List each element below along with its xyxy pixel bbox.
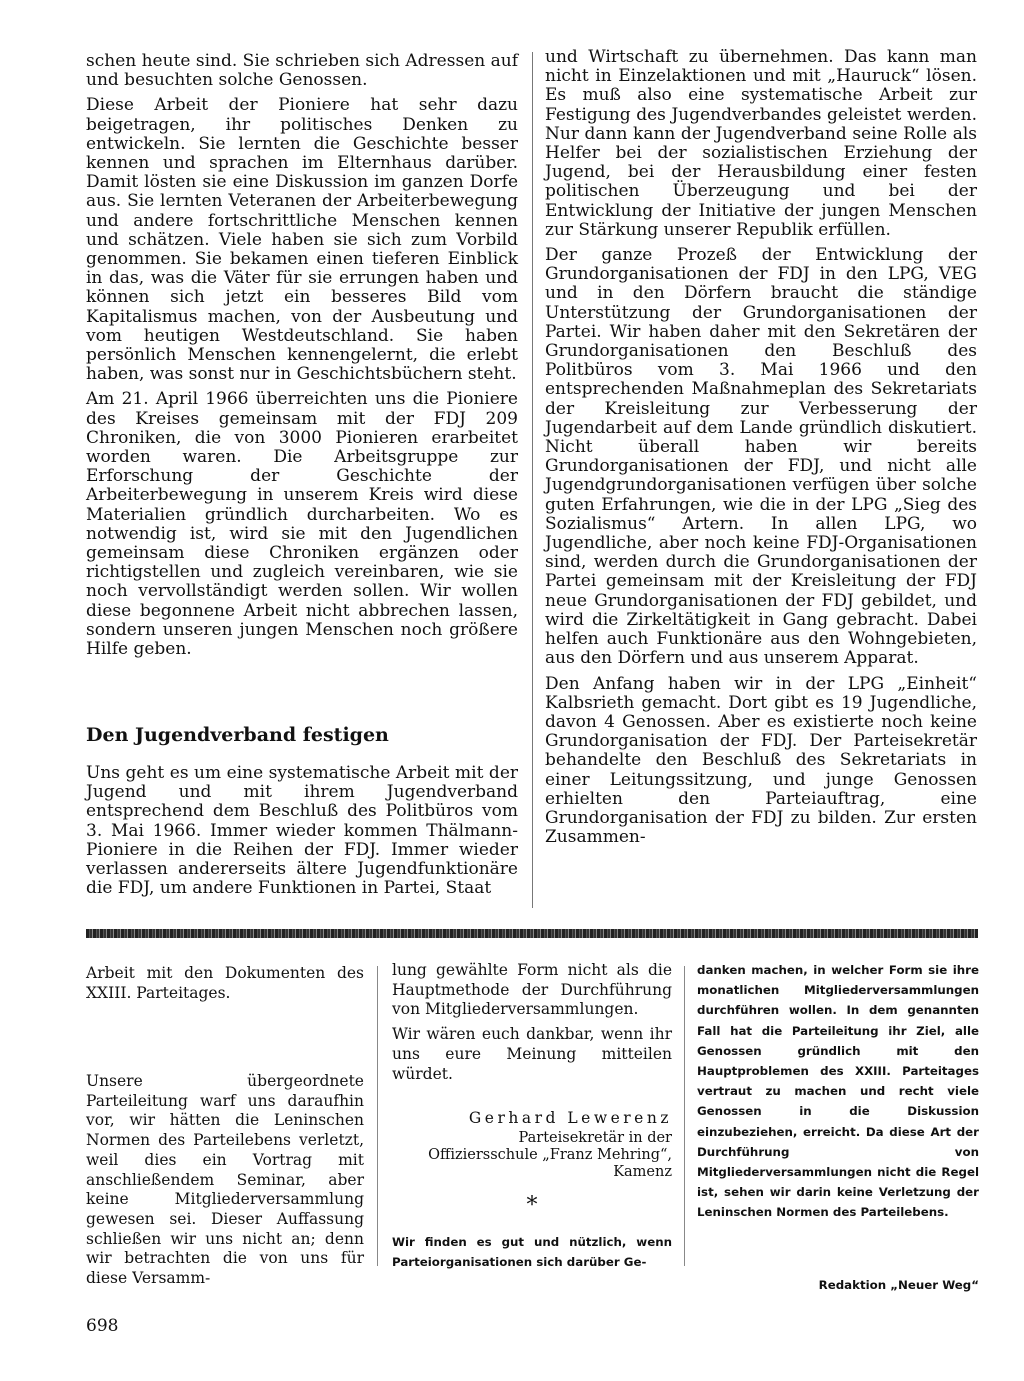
paragraph: Uns geht es um eine systematische Arbeit mit der Jugend und mit ihrem Jugendverband entsprechend dem Beschluß des Politbüros vom 3. Mai 1966. Immer wieder kommen Thälmann-Pioniere in die Reihen der FDJ. Immer wieder verlassen andererseits ältere Jugendfunktionäre die FDJ, um andere Funktionen in Partei, Staat bbox=[86, 763, 518, 899]
paragraph: Am 21. April 1966 überreichten uns die Pioniere des Kreises gemeinsam mit der FDJ 209 Chroniken, die von 3000 Pionieren erarbeitet worden waren. Die Arbeitsgruppe zur Erforschung der Geschichte der Arbeiterbewegung in unserem Kreis wird diese Materialien gründlich durcharbeiten. Wo es notwendig ist, wird sie mit den Jugendlichen gemeinsam diese Chroniken ergänzen oder richtigstellen und zugleich vereinbaren, wie sie noch vervollständigt werden sollen. Wir wollen diese begonnene Arbeit nicht abbrechen lassen, sondern unseren jungen Menschen noch größere Hilfe geben. bbox=[86, 389, 518, 660]
column-divider bbox=[532, 52, 533, 908]
paragraph: Unsere übergeordnete Parteileitung warf uns daraufhin vor, wir hätten die Leninschen Normen des Parteilebens verletzt, weil dies ein Vortrag mit anschließendem Seminar, aber keine Mitgliederversammlung gewesen sei. Dieser Auffassung schließen wir uns nicht an; denn wir betrachten die von uns für diese Versamm- bbox=[86, 1072, 364, 1288]
bottom-column-1-body bbox=[86, 1072, 364, 1294]
column-divider bbox=[684, 966, 685, 1266]
editorial-reply-start: Wir finden es gut und nützlich, wenn Parteiorganisationen sich darüber Ge- bbox=[392, 1235, 672, 1270]
paragraph: lung gewählte Form nicht als die Hauptmethode der Durchführung von Mitgliederversammlungen. bbox=[392, 961, 672, 1019]
section-heading: Den Jugendverband festigen bbox=[86, 724, 389, 746]
paragraph: schen heute sind. Sie schrieben sich Adressen auf und besuchten solche Genossen. bbox=[86, 51, 518, 91]
signature-institution: Offiziersschule „Franz Mehring“, bbox=[428, 1147, 672, 1163]
column-divider bbox=[377, 966, 378, 1266]
signature-name: Gerhard Lewerenz bbox=[468, 1109, 672, 1127]
paragraph: Wir wären euch dankbar, wenn ihr uns eure Meinung mitteilen würdet. bbox=[392, 1025, 672, 1083]
signature-place: Kamenz bbox=[613, 1164, 672, 1180]
paragraph: Arbeit mit den Dokumenten des XXIII. Parteitages. bbox=[86, 964, 364, 1002]
bottom-column-1-top bbox=[86, 964, 364, 1008]
asterisk-separator: * bbox=[526, 1193, 538, 1218]
signature-block bbox=[392, 1108, 672, 1181]
top-right-column bbox=[545, 48, 977, 853]
page-number: 698 bbox=[86, 1316, 119, 1336]
top-left-column bbox=[86, 52, 518, 665]
section-body bbox=[86, 764, 518, 904]
bottom-column-2 bbox=[392, 961, 672, 1089]
editorial-reply-continued: danken machen, in welcher Form sie ihre monatlichen Mitgliederversammlungen durchführen wollen. In dem genannten Fall hat die Parteileitung ihr Ziel, alle Genossen gründlich mit den Hauptproblemen des XXIII. Parteitages vertraut zu machen und recht viele Genossen in die Diskussion einzubeziehen, erreicht. Da diese Art der Durchführung von Mitgliederversammlungen nicht die Regel ist, sehen wir darin keine Verletzung der Leninschen Normen des Parteilebens. bbox=[697, 963, 979, 1220]
signature-role: Parteisekretär in der bbox=[518, 1130, 672, 1146]
paragraph: Den Anfang haben wir in der LPG „Einheit“ Kalbsrieth gemacht. Dort gibt es 19 Jugendliche, davon 4 Genossen. Aber es existierte noch keine Grundorganisation der FDJ. Der Parteisekretär behandelte den Beschluß des Sekretariats in einer Leitungssitzung, und junge Genossen erhielten den Parteiauftrag, eine Grundorganisation der FDJ zu bilden. Zur ersten Zusammen- bbox=[545, 673, 977, 848]
paragraph: und Wirtschaft zu übernehmen. Das kann man nicht in Einzelaktionen und mit „Hauruck“ lösen. Es muß also eine systematische Arbeit zur Festigung des Jugendverbandes geleistet werden. Nur dann kann der Jugendverband seine Rolle als Helfer bei der sozialistischen Erziehung der Jugend, bei der Herausbildung einer festen politischen Überzeugung und bei der Entwicklung der Initiative der jungen Menschen zur Stärkung unserer Republik erfüllen. bbox=[545, 47, 977, 240]
editorial-credit: Redaktion „Neuer Weg“ bbox=[818, 1278, 979, 1292]
paragraph: Der ganze Prozeß der Entwicklung der Grundorganisationen der FDJ in den LPG, VEG und in den Dörfern braucht die ständige Unterstützung der Grundorganisationen der Partei. Wir haben daher mit den Sekretären der Grundorganisationen den Beschluß des Politbüros vom 3. Mai 1966 und den entsprechenden Maßnahmeplan des Sekretariats der Kreisleitung zur Verbesserung der Jugendarbeit auf dem Lande gründlich diskutiert. Nicht überall haben wir bereits Grundorganisationen der FDJ, und nicht alle Jugendgrundorganisationen verfügen über solche guten Erfahrungen, wie die in der LPG „Sieg des Sozialismus“ Artern. In allen LPG, wo Jugendliche, aber noch keine FDJ-Organisationen sind, werden durch die Grundorganisationen der Partei gemeinsam mit der Kreisleitung der FDJ neue Grundorganisationen der FDJ gebildet, und wird die Zirkeltätigkeit in Gang gebracht. Dabei helfen auch Funktionäre aus den Wohngebieten, aus den Dörfern und aus unserem Apparat. bbox=[545, 245, 977, 669]
section-rule bbox=[86, 929, 978, 938]
paragraph: Diese Arbeit der Pioniere hat sehr dazu beigetragen, ihr politisches Denken zu entwickeln. Sie lernten die Geschichte besser kennen und sprachen im Elternhaus darüber. Damit lösten sie eine Diskussion im ganzen Dorfe aus. Sie lernten Veteranen der Arbeiterbewegung und andere fortschrittliche Menschen kennen und schätzen. Viele haben sie sich zum Vorbild genommen. Sie bekamen einen tieferen Einblick in das, was die Väter für sie errungen haben und können sich jetzt ein besseres Bild vom Kapitalismus machen, von der Ausbeutung und vom heutigen Westdeutschland. Sie haben persönlich Menschen kennengelernt, die erlebt haben, was sonst nur in Geschichtsbüchern steht. bbox=[86, 95, 518, 385]
